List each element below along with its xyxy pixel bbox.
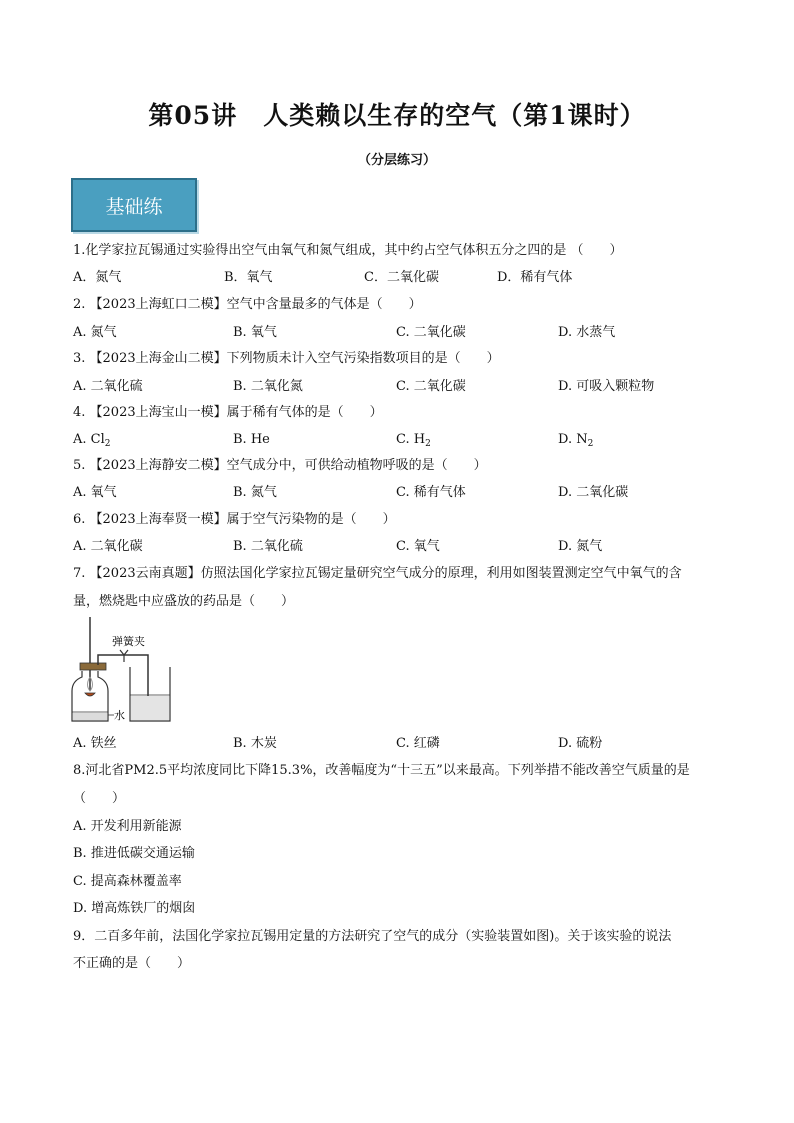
q7-option-b: B. 木炭 [233, 736, 277, 751]
q1-option-a: A．氮气 [73, 270, 122, 285]
q7-option-c: C. 红磷 [396, 736, 440, 751]
q5-option-c: C. 稀有气体 [396, 485, 466, 500]
q3-option-a: A. 二氧化硫 [73, 379, 143, 394]
q2-option-d: D. 水蒸气 [558, 325, 616, 340]
question-7-stem: 7. 【2023云南真题】仿照法国化学家拉瓦锡定量研究空气成分的原理，利用如图装置测定空气中氧气的含 [73, 566, 682, 581]
question-8-stem: 8.河北省PM2.5平均浓度同比下降15.3%，改善幅度为“十三五”以来最高。下列举措不能改善空气质量的是 [73, 763, 690, 778]
question-1-stem: 1.化学家拉瓦锡通过实验得出空气由氧气和氮气组成，其中约占空气体积五分之四的是 （ ） [73, 243, 623, 258]
water-label: 水 [114, 709, 125, 722]
q6-option-c: C. 氧气 [396, 539, 440, 554]
question-9-stem: 9．二百多年前，法国化学家拉瓦锡用定量的方法研究了空气的成分（实验装置如图)。关于该实验的说法 [73, 929, 672, 944]
question-5-stem: 5. 【2023上海静安二模】空气成分中，可供给动植物呼吸的是（ ） [73, 458, 487, 473]
q5-option-b: B. 氮气 [233, 485, 277, 500]
q8-option-a: A. 开发利用新能源 [73, 819, 182, 834]
q8-option-d: D. 增高炼铁厂的烟囱 [73, 901, 196, 916]
q1-option-d: D．稀有气体 [497, 270, 573, 285]
question-8-stem-cont: （ ） [73, 791, 126, 806]
q8-option-b: B. 推进低碳交通运输 [73, 846, 195, 861]
question-7-stem-cont: 量，燃烧匙中应盛放的药品是（ ） [73, 594, 295, 609]
q2-option-b: B. 氧气 [233, 325, 277, 340]
q3-option-d: D. 可吸入颗粒物 [558, 379, 655, 394]
q8-option-c: C. 提高森林覆盖率 [73, 874, 182, 889]
q1-option-b: B．氧气 [224, 270, 273, 285]
q4-option-b: B. He [233, 432, 270, 447]
q4-option-c: C. $H_2$ [396, 432, 431, 449]
q1-option-c: C．二氧化碳 [364, 270, 439, 285]
apparatus-figure [68, 615, 190, 731]
q5-option-a: A. 氧气 [73, 485, 117, 500]
q4-option-d: D. $N_2$ [558, 432, 594, 449]
q2-option-c: C. 二氧化碳 [396, 325, 466, 340]
section-badge: 基础练 [71, 178, 197, 232]
q5-option-d: D. 二氧化碳 [558, 485, 629, 500]
question-9-stem-cont: 不正确的是（ ） [73, 956, 191, 971]
q7-option-a: A. 铁丝 [73, 736, 117, 751]
spring-clip-label: 弹簧夹 [112, 635, 145, 648]
page-subtitle: （分层练习） [357, 153, 436, 168]
q4-option-a: A. $Cl_2$ [73, 432, 111, 449]
question-6-stem: 6. 【2023上海奉贤一模】属于空气污染物的是（ ） [73, 512, 396, 527]
q6-option-d: D. 氮气 [558, 539, 603, 554]
question-4-stem: 4. 【2023上海宝山一模】属于稀有气体的是（ ） [73, 405, 383, 420]
question-3-stem: 3. 【2023上海金山二模】下列物质未计入空气污染指数项目的是（ ） [73, 351, 500, 366]
q2-option-a: A. 氮气 [73, 325, 117, 340]
question-2-stem: 2. 【2023上海虹口二模】空气中含量最多的气体是（ ） [73, 297, 422, 312]
q6-option-a: A. 二氧化碳 [73, 539, 143, 554]
page-title: 第05讲 人类赖以生存的空气（第1课时） [148, 101, 646, 130]
q7-option-d: D. 硫粉 [558, 736, 603, 751]
q3-option-b: B. 二氧化氮 [233, 379, 303, 394]
q3-option-c: C. 二氧化碳 [396, 379, 466, 394]
q6-option-b: B. 二氧化硫 [233, 539, 303, 554]
